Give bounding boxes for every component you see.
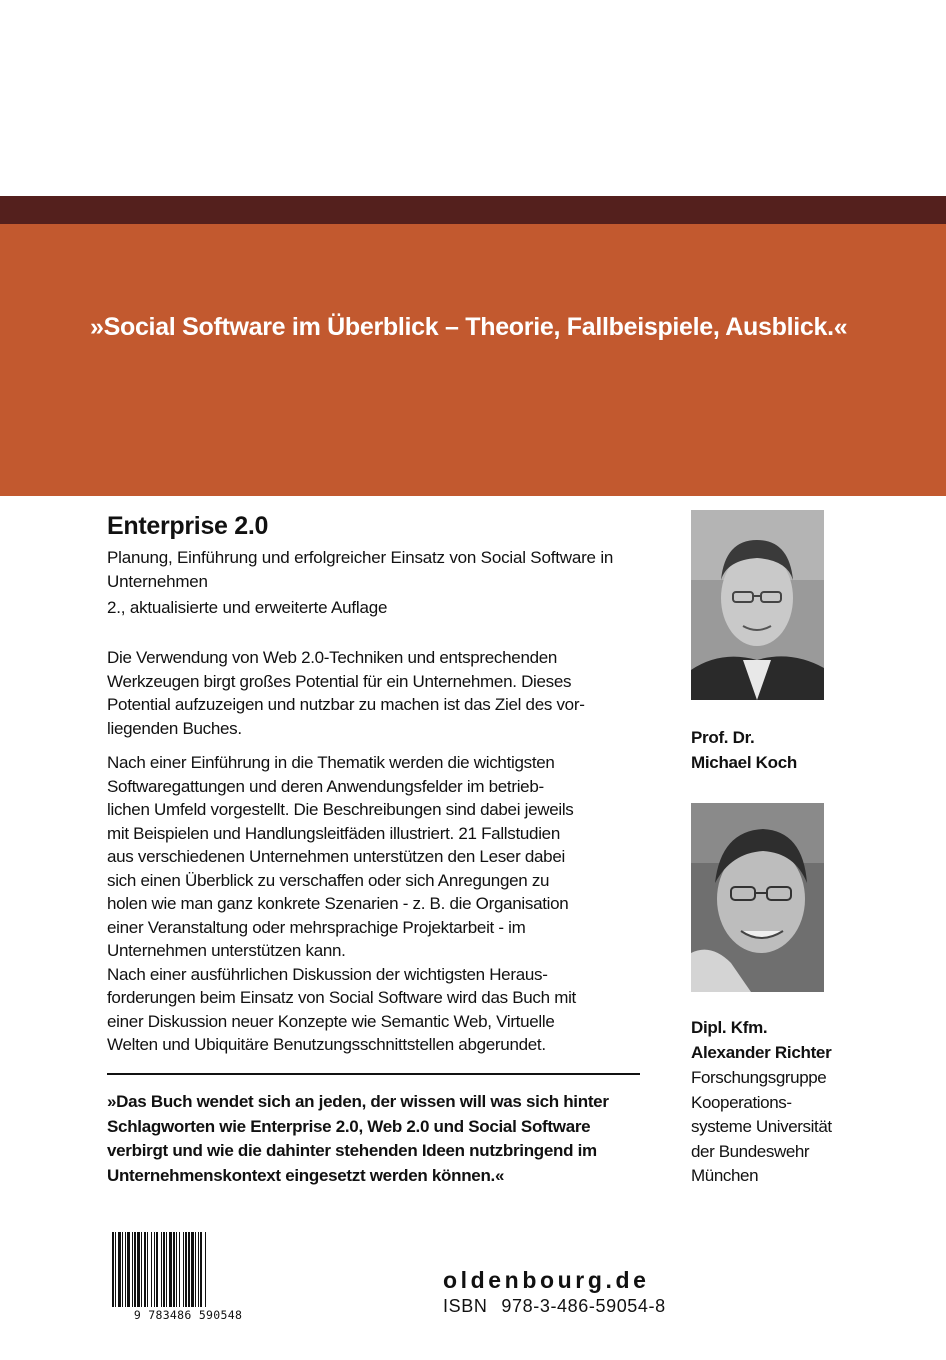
barcode-bar	[144, 1232, 146, 1312]
barcode-bar	[132, 1232, 133, 1312]
book-edition: 2., aktualisierte und erweiterte Auflage	[107, 598, 388, 617]
cover-tagline: »Social Software im Überblick – Theorie, Fallbeispiele, Ausblick.«	[90, 313, 848, 341]
barcode-bar	[134, 1232, 136, 1312]
barcode-bar	[151, 1232, 152, 1312]
barcode-bar	[125, 1232, 126, 1312]
barcode-bar	[183, 1232, 184, 1312]
author-affiliation	[691, 1066, 832, 1189]
author-name-line: Prof. Dr.	[691, 728, 755, 747]
description-line: einer Veranstaltung oder mehrsprachige Projektarbeit - im	[107, 917, 526, 937]
author-name-line: Dipl. Kfm.	[691, 1018, 768, 1037]
quote-line: Schlagworten wie Enterprise 2.0, Web 2.0 und Social Software	[107, 1116, 591, 1136]
description-paragraph-1	[107, 646, 585, 740]
affiliation-line: der Bundeswehr	[691, 1141, 810, 1161]
description-line: Potential aufzuzeigen und nutzbar zu machen ist das Ziel des vor-	[107, 695, 585, 714]
author-name-1	[691, 726, 797, 775]
barcode-digits: 9 783486 590548	[110, 1307, 266, 1323]
barcode-bar	[147, 1232, 148, 1312]
description-line: mit Beispielen und Handlungsleitfäden illustriert. 21 Fallstudien	[107, 823, 560, 843]
quote-line: »Das Buch wendet sich an jeden, der wissen will was sich hinter	[107, 1092, 609, 1111]
description-line: forderungen beim Einsatz von Social Software wird das Buch mit	[107, 988, 576, 1007]
affiliation-line: Kooperations-	[691, 1092, 792, 1112]
isbn-number: 978-3-486-59054-8	[501, 1296, 666, 1316]
barcode-bar	[122, 1232, 123, 1312]
book-title: Enterprise 2.0	[107, 512, 269, 540]
author-name-line: Alexander Richter	[691, 1042, 832, 1062]
description-line: Welten und Ubiquitäre Benutzungsschnittstellen abgerundet.	[107, 1035, 546, 1054]
description-line: Nach einer ausführlichen Diskussion der wichtigsten Heraus-	[107, 964, 548, 984]
isbn-label: ISBN	[443, 1296, 488, 1316]
description-line: sich einen Überblick zu verschaffen oder sich Anregungen zu	[107, 870, 550, 890]
dark-header-band	[0, 196, 946, 224]
barcode-bar	[166, 1232, 167, 1312]
barcode-bar	[179, 1232, 180, 1312]
description-line: Nach einer Einführung in die Thematik werden die wichtigsten	[107, 753, 555, 772]
barcode-bar	[176, 1232, 177, 1312]
author-name-2	[691, 1016, 831, 1065]
barcode-bar	[163, 1232, 165, 1312]
description-line: Unternehmen unterstützen kann.	[107, 941, 346, 960]
barcode-bar	[169, 1232, 172, 1312]
isbn-line	[443, 1296, 666, 1317]
review-quote	[107, 1090, 609, 1188]
barcode-bar	[195, 1232, 196, 1312]
barcode-bar	[161, 1232, 162, 1312]
publisher-website: oldenbourg.de	[443, 1267, 650, 1293]
author-photo-alexander-richter	[691, 803, 824, 992]
barcode-bar	[191, 1232, 194, 1312]
author-name-line: Michael Koch	[691, 752, 797, 772]
author-photo-michael-koch	[691, 510, 824, 700]
affiliation-line: Forschungsgruppe	[691, 1068, 827, 1087]
barcode-bar	[156, 1232, 158, 1312]
description-line: liegenden Buches.	[107, 718, 242, 738]
barcode-bar	[154, 1232, 155, 1312]
barcode-bar	[200, 1232, 202, 1312]
description-paragraph-2	[107, 751, 576, 1057]
barcode-bar	[173, 1232, 175, 1312]
orange-header-band	[0, 224, 946, 496]
description-line: einer Diskussion neuer Konzepte wie Semantic Web, Virtuelle	[107, 1011, 555, 1031]
barcode-bar	[127, 1232, 130, 1312]
affiliation-line: systeme Universität	[691, 1117, 832, 1136]
barcode-bar	[137, 1232, 140, 1312]
barcode-bar	[118, 1232, 121, 1312]
description-line: Die Verwendung von Web 2.0-Techniken und entsprechenden	[107, 648, 558, 667]
description-line: aus verschiedenen Unternehmen unterstützen den Leser dabei	[107, 847, 565, 866]
description-line: lichen Umfeld vorgestellt. Die Beschreibungen sind dabei jeweils	[107, 800, 574, 819]
description-line: Werkzeugen birgt großes Potential für ein Unternehmen. Dieses	[107, 671, 572, 691]
affiliation-line: München	[691, 1166, 759, 1185]
quote-line: Unternehmenskontext eingesetzt werden können.«	[107, 1165, 505, 1185]
barcode-bar	[188, 1232, 190, 1312]
barcode-bar	[198, 1232, 199, 1312]
book-subtitle: Planung, Einführung und erfolgreicher Einsatz von Social Software in Unternehmen	[107, 548, 614, 591]
barcode-bar	[141, 1232, 142, 1312]
description-line: Softwaregattungen und deren Anwendungsfelder im betrieb-	[107, 776, 544, 796]
quote-line: verbirgt und wie die dahinter stehenden Ideen nutzbringend im	[107, 1141, 597, 1160]
description-line: holen wie man ganz konkrete Szenarien - z. B. die Organisation	[107, 894, 569, 913]
divider-rule	[107, 1073, 640, 1075]
barcode-bar	[185, 1232, 187, 1312]
